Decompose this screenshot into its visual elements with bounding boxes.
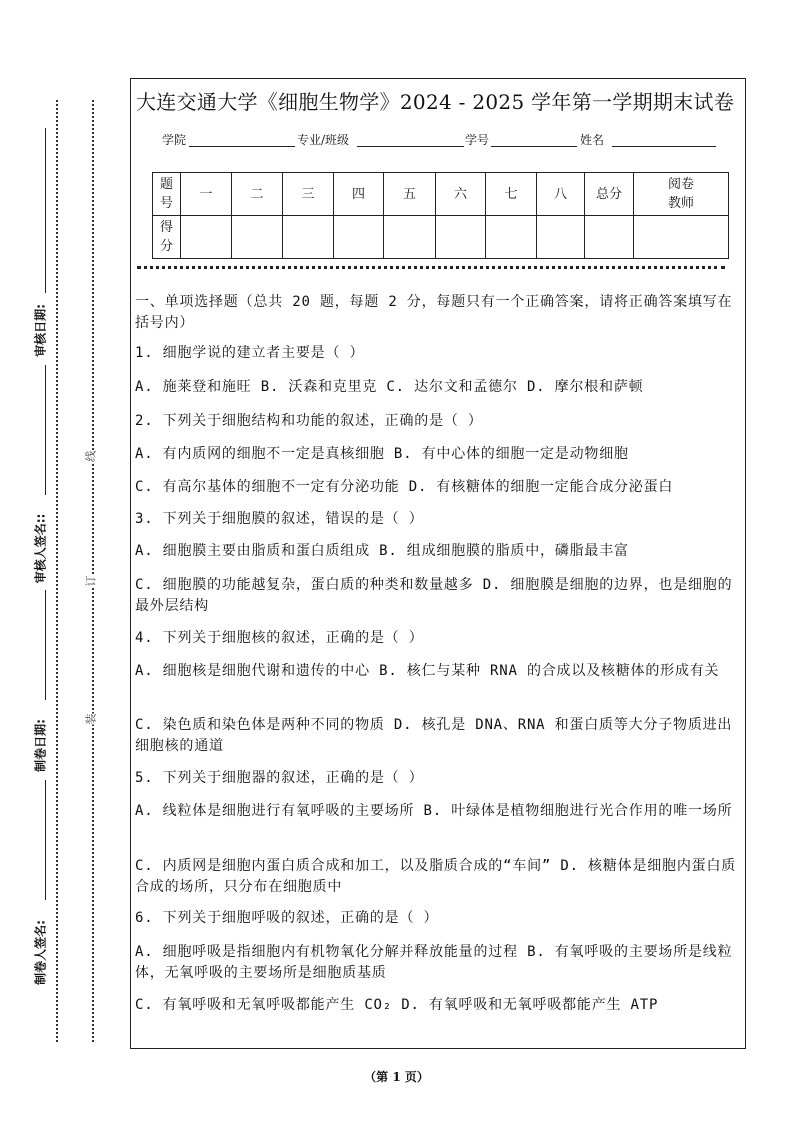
dotted-divider — [137, 266, 725, 269]
paper-date-label: 制卷日期: — [33, 719, 48, 772]
student-id-field[interactable] — [491, 146, 577, 147]
binding-dotted-line-outer — [56, 100, 58, 1042]
reviewer-signature-label: 审核人签名:: — [33, 513, 48, 584]
score-table — [152, 172, 729, 259]
question-options: C. 细胞膜的功能越复杂，蛋白质的种类和数量越多 D. 细胞膜是细胞的边界，也是细胞的最外层结构 — [135, 577, 733, 614]
header-cell: 七 — [486, 173, 537, 216]
student-id-label: 学号 — [465, 133, 490, 147]
question-stem: 1. 细胞学说的建立者主要是（ ） — [135, 345, 365, 361]
signature-line — [45, 365, 46, 495]
header-cell: 八 — [537, 173, 585, 216]
header-cell: 六 — [436, 173, 486, 216]
table-row — [153, 173, 729, 216]
question-options: A. 细胞呼吸是指细胞内有机物氧化分解并释放能量的过程 B. 有氧呼吸的主要场所是线粒体，无氧呼吸的主要场所是细胞质基质 — [135, 944, 733, 981]
signature-line — [45, 128, 46, 293]
question-stem: 4. 下列关于细胞核的叙述，正确的是（ ） — [135, 630, 424, 646]
question-options: A. 细胞膜主要由脂质和蛋白质组成 B. 组成细胞膜的脂质中，磷脂最丰富 — [135, 543, 629, 559]
section-heading: 一、单项选择题（总共 20 题，每题 2 分，每题只有一个正确答案，请将正确答案填写在括号内） — [135, 294, 733, 331]
question-options: C. 有高尔基体的细胞不一定有分泌功能 D. 有核糖体的细胞一定能合成分泌蛋白 — [135, 479, 674, 495]
page-number: （第 1 页） — [364, 1070, 429, 1084]
college-field[interactable] — [189, 146, 295, 147]
header-cell: 一 — [181, 173, 232, 216]
exam-title: 大连交通大学《细胞生物学》2024 - 2025 学年第一学期期末试卷 — [136, 90, 735, 114]
binding-mark-ding: 订 — [84, 575, 98, 587]
score-cell[interactable] — [181, 216, 232, 259]
question-stem: 6. 下列关于细胞呼吸的叙述，正确的是（ ） — [135, 910, 439, 926]
binding-dotted-line-inner — [92, 100, 94, 1042]
header-cell: 题号 — [153, 173, 181, 216]
signature-line — [45, 780, 46, 900]
score-cell[interactable] — [384, 216, 436, 259]
header-cell: 四 — [334, 173, 384, 216]
review-date-label: 审核日期: — [33, 304, 48, 357]
score-cell[interactable] — [334, 216, 384, 259]
table-row — [153, 216, 729, 259]
binding-mark-zhuang: 装 — [84, 713, 98, 725]
question-stem: 3. 下列关于细胞膜的叙述，错误的是（ ） — [135, 511, 424, 527]
header-cell: 三 — [283, 173, 334, 216]
score-cell[interactable] — [634, 216, 729, 259]
major-class-field[interactable] — [357, 146, 464, 147]
question-options: A. 线粒体是细胞进行有氧呼吸的主要场所 B. 叶绿体是植物细胞进行光合作用的唯一场所 — [135, 803, 733, 819]
major-class-label: 专业/班级 — [297, 133, 350, 147]
header-cell: 二 — [232, 173, 283, 216]
name-field[interactable] — [612, 146, 716, 147]
score-cell[interactable] — [486, 216, 537, 259]
header-cell: 阅卷教师 — [634, 173, 729, 216]
score-cell[interactable] — [283, 216, 334, 259]
signature-line — [45, 590, 46, 700]
score-cell[interactable] — [232, 216, 283, 259]
paper-maker-signature-label: 制卷人签名: — [33, 920, 48, 985]
question-options: C. 内质网是细胞内蛋白质合成和加工，以及脂质合成的“车间” D. 核糖体是细胞内蛋白质合成的场所，只分布在细胞质中 — [135, 858, 737, 895]
score-cell[interactable] — [537, 216, 585, 259]
question-options: A. 施莱登和施旺 B. 沃森和克里克 C. 达尔文和孟德尔 D. 摩尔根和萨顿 — [135, 379, 644, 395]
score-cell[interactable] — [585, 216, 634, 259]
question-stem: 2. 下列关于细胞结构和功能的叙述，正确的是（ ） — [135, 413, 483, 429]
question-stem: 5. 下列关于细胞器的叙述，正确的是（ ） — [135, 770, 424, 786]
college-label: 学院 — [162, 133, 187, 147]
header-cell: 总分 — [585, 173, 634, 216]
name-label: 姓名 — [580, 133, 605, 147]
binding-mark-xian: 线 — [84, 450, 98, 462]
score-label-cell: 得分 — [153, 216, 181, 259]
question-options: A. 细胞核是细胞代谢和遗传的中心 B. 核仁与某种 RNA 的合成以及核糖体的形成有关 — [135, 663, 720, 679]
question-options: A. 有内质网的细胞不一定是真核细胞 B. 有中心体的细胞一定是动物细胞 — [135, 446, 629, 462]
question-options: C. 染色质和染色体是两种不同的物质 D. 核孔是 DNA、RNA 和蛋白质等大分子物质进出细胞核的通道 — [135, 717, 733, 754]
score-cell[interactable] — [436, 216, 486, 259]
header-cell: 五 — [384, 173, 436, 216]
question-options: C. 有氧呼吸和无氧呼吸都能产生 CO₂ D. 有氧呼吸和无氧呼吸都能产生 ATP — [135, 997, 659, 1013]
